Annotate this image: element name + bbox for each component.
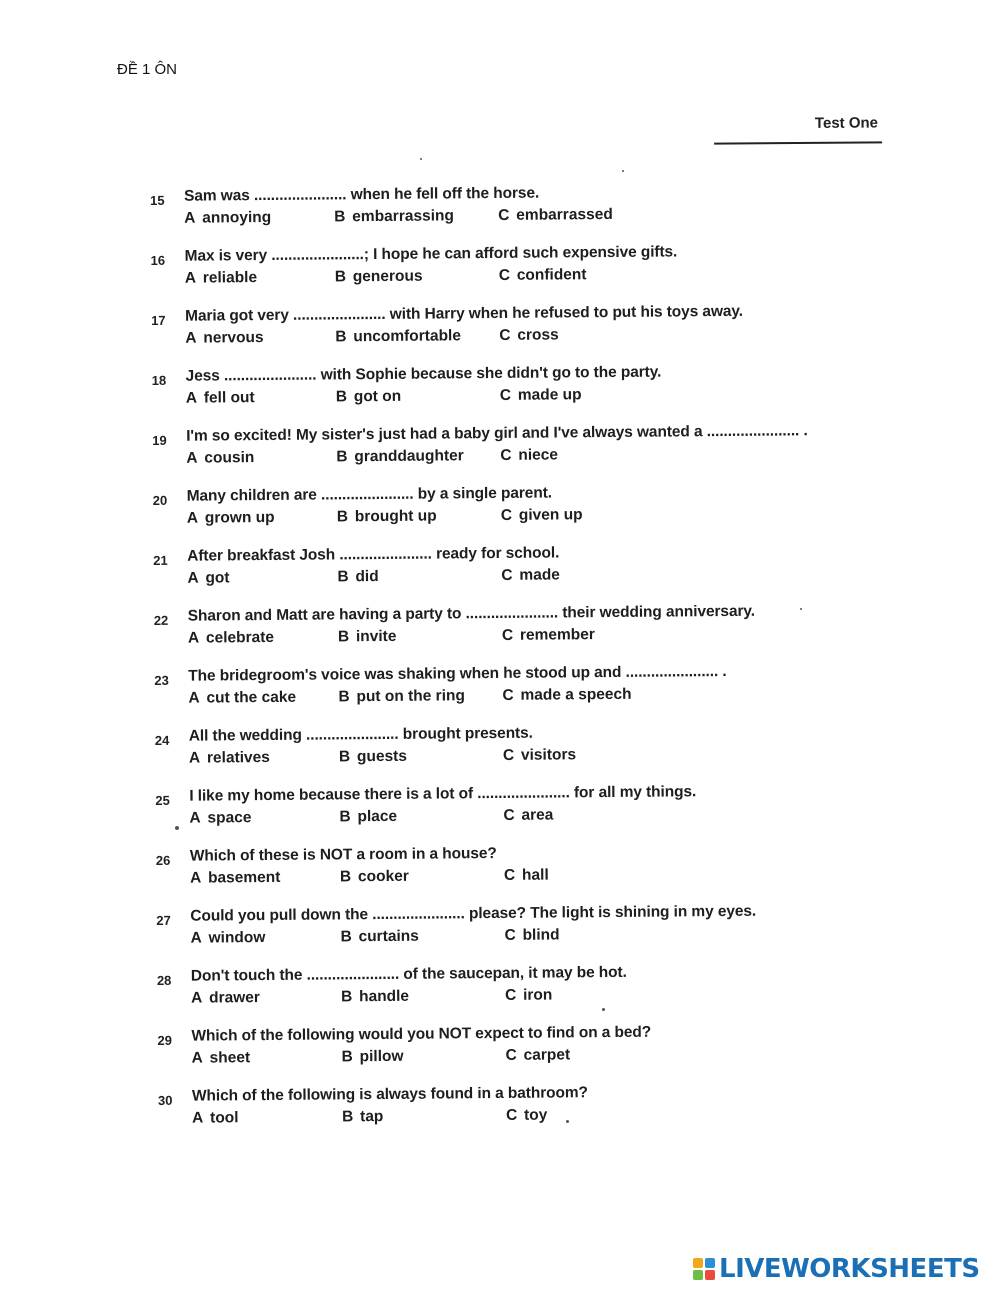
question-number: 29 bbox=[157, 1032, 172, 1048]
option-letter: B bbox=[336, 508, 349, 526]
option-text: fell out bbox=[203, 389, 255, 407]
answer-option bbox=[500, 386, 582, 405]
option-letter: C bbox=[503, 806, 515, 824]
question-item bbox=[150, 182, 850, 248]
option-text: invite bbox=[355, 627, 397, 646]
option-text: window bbox=[208, 929, 266, 947]
answer-option bbox=[337, 568, 378, 586]
answer-option bbox=[192, 1109, 239, 1127]
option-letter: C bbox=[502, 746, 515, 764]
answer-option bbox=[185, 329, 263, 348]
answer-option bbox=[190, 869, 281, 888]
option-letter: A bbox=[188, 689, 200, 707]
answer-option bbox=[336, 388, 401, 407]
question-text: The bridegroom's voice was shaking when he stood up and ...................... . bbox=[188, 662, 727, 685]
option-letter: B bbox=[338, 688, 350, 706]
option-text: given up bbox=[518, 506, 583, 524]
option-text: annoying bbox=[202, 208, 272, 227]
question-number: 24 bbox=[154, 732, 170, 748]
option-text: got on bbox=[353, 387, 402, 406]
question-number: 22 bbox=[153, 612, 169, 628]
answer-option bbox=[503, 807, 553, 825]
option-text: made bbox=[519, 566, 560, 584]
question-text: Could you pull down the ...................... please? The light is shining in my eyes. bbox=[190, 902, 757, 925]
logo-tile bbox=[705, 1258, 715, 1268]
question-number: 27 bbox=[156, 912, 171, 928]
answer-option bbox=[337, 508, 437, 527]
answer-option bbox=[185, 269, 257, 288]
option-letter: C bbox=[502, 686, 514, 704]
option-text: curtains bbox=[358, 927, 419, 946]
answer-option bbox=[334, 207, 454, 226]
liveworksheets-logo-icon bbox=[693, 1258, 715, 1280]
option-letter: A bbox=[186, 449, 198, 467]
question-number: 18 bbox=[151, 372, 167, 388]
option-text: carpet bbox=[523, 1046, 571, 1064]
answer-option bbox=[504, 926, 559, 944]
option-letter: A bbox=[189, 869, 202, 887]
option-letter: C bbox=[504, 986, 517, 1004]
answer-option bbox=[335, 327, 461, 346]
answer-option bbox=[184, 209, 271, 228]
option-letter: B bbox=[334, 208, 346, 226]
question-item bbox=[151, 242, 851, 308]
brand-name: LIVEWORKSHEETS bbox=[719, 1254, 980, 1284]
option-letter: C bbox=[500, 506, 513, 524]
question-text: Which of the following is always found in a bathroom? bbox=[191, 1084, 588, 1105]
logo-tile bbox=[705, 1270, 715, 1280]
answer-option bbox=[338, 628, 397, 647]
option-letter: A bbox=[188, 749, 201, 767]
option-letter: A bbox=[185, 389, 198, 407]
answer-option bbox=[499, 266, 587, 285]
answer-option bbox=[186, 449, 254, 468]
question-item bbox=[156, 842, 856, 908]
answer-option bbox=[188, 629, 274, 648]
answer-option bbox=[341, 988, 409, 1007]
question-item bbox=[157, 1022, 857, 1088]
option-letter: C bbox=[505, 1046, 517, 1064]
question-item bbox=[153, 482, 853, 548]
option-letter: C bbox=[506, 1106, 518, 1124]
question-item bbox=[154, 602, 854, 668]
answer-option bbox=[338, 687, 465, 706]
question-item bbox=[156, 902, 856, 968]
option-letter: A bbox=[186, 509, 199, 527]
question-text: I like my home because there is a lot of ...................... for all my things. bbox=[189, 783, 697, 805]
answer-option bbox=[188, 689, 296, 708]
question-number: 15 bbox=[150, 192, 165, 208]
answer-option bbox=[339, 748, 407, 767]
option-letter: B bbox=[337, 628, 350, 646]
option-letter: B bbox=[334, 268, 347, 286]
question-number: 30 bbox=[157, 1092, 173, 1108]
option-text: handle bbox=[358, 987, 410, 1006]
option-text: granddaughter bbox=[354, 447, 464, 466]
option-letter: B bbox=[337, 568, 349, 586]
option-text: visitors bbox=[520, 746, 577, 764]
question-number: 28 bbox=[156, 972, 172, 988]
question-number: 16 bbox=[150, 252, 166, 268]
option-letter: C bbox=[501, 626, 514, 644]
answer-option bbox=[189, 809, 251, 828]
option-text: celebrate bbox=[205, 628, 275, 647]
option-letter: B bbox=[339, 868, 352, 886]
test-header bbox=[714, 111, 882, 144]
answer-option bbox=[186, 389, 255, 408]
option-letter: C bbox=[498, 206, 510, 224]
option-text: niece bbox=[518, 446, 559, 464]
scan-speck bbox=[622, 170, 624, 172]
scan-speck bbox=[602, 1008, 605, 1011]
answer-option bbox=[190, 929, 265, 948]
question-number: 17 bbox=[151, 312, 166, 328]
question-text: All the wedding ...................... brought presents. bbox=[188, 724, 533, 745]
option-letter: C bbox=[501, 566, 513, 584]
option-letter: A bbox=[185, 329, 197, 347]
option-text: blind bbox=[522, 926, 560, 944]
question-number: 25 bbox=[155, 792, 170, 808]
option-letter: C bbox=[499, 386, 512, 404]
option-text: nervous bbox=[203, 329, 264, 347]
question-text: Which of these is NOT a room in a house? bbox=[189, 844, 497, 865]
option-text: tap bbox=[360, 1107, 384, 1126]
answer-option bbox=[501, 566, 560, 585]
option-text: made a speech bbox=[520, 685, 632, 704]
answer-option bbox=[340, 928, 418, 947]
answer-option bbox=[505, 987, 552, 1005]
option-letter: A bbox=[190, 929, 202, 947]
option-letter: A bbox=[187, 569, 199, 587]
question-number: 20 bbox=[152, 492, 168, 508]
question-text: Sam was ...................... when he fell off the horse. bbox=[183, 184, 540, 205]
option-text: place bbox=[357, 807, 398, 826]
question-text: Many children are ...................... by a single parent. bbox=[186, 484, 553, 505]
answer-option bbox=[502, 626, 595, 645]
question-text: I'm so excited! My sister's just had a baby girl and I've always wanted a ...................... . bbox=[186, 422, 808, 445]
option-letter: B bbox=[336, 448, 348, 466]
answer-option bbox=[187, 509, 275, 528]
scan-speck bbox=[175, 826, 179, 830]
option-letter: B bbox=[340, 928, 352, 946]
answer-option bbox=[503, 746, 576, 765]
question-number: 19 bbox=[152, 432, 167, 448]
option-text: cousin bbox=[204, 449, 255, 467]
question-number: 26 bbox=[155, 852, 171, 868]
question-item bbox=[158, 1082, 858, 1148]
answer-option bbox=[339, 808, 397, 827]
option-letter: A bbox=[184, 209, 196, 227]
option-text: area bbox=[521, 806, 554, 824]
answer-option bbox=[335, 268, 423, 287]
option-letter: A bbox=[190, 989, 203, 1007]
answer-option bbox=[500, 446, 558, 465]
question-text: Max is very ......................; I hope he can afford such expensive gifts. bbox=[184, 243, 678, 265]
option-text: confident bbox=[516, 266, 587, 284]
option-text: put on the ring bbox=[356, 687, 466, 706]
answer-option bbox=[336, 447, 464, 466]
option-text: basement bbox=[207, 868, 281, 887]
question-item bbox=[152, 362, 852, 428]
test-title: Test One bbox=[814, 114, 879, 132]
answer-option bbox=[504, 867, 549, 885]
option-text: pillow bbox=[359, 1047, 404, 1066]
option-text: cooker bbox=[357, 867, 409, 886]
option-text: iron bbox=[522, 986, 553, 1004]
answer-option bbox=[499, 326, 559, 345]
option-letter: C bbox=[504, 926, 516, 944]
option-letter: C bbox=[499, 326, 511, 344]
question-number: 21 bbox=[153, 552, 168, 568]
question-item bbox=[157, 962, 857, 1028]
option-letter: B bbox=[335, 388, 348, 406]
question-list bbox=[150, 182, 858, 1148]
logo-tile bbox=[693, 1258, 703, 1268]
option-letter: A bbox=[184, 269, 197, 287]
logo-tile bbox=[693, 1270, 703, 1280]
answer-option bbox=[192, 1049, 251, 1068]
question-text: Sharon and Matt are having a party to ...................... their wedding anniversary. bbox=[187, 602, 756, 625]
answer-option bbox=[189, 749, 270, 768]
option-letter: B bbox=[342, 1108, 354, 1126]
question-item bbox=[155, 782, 855, 848]
option-letter: A bbox=[191, 1049, 203, 1067]
option-text: relatives bbox=[206, 748, 270, 767]
option-letter: C bbox=[503, 866, 516, 884]
question-item bbox=[155, 722, 855, 788]
option-letter: A bbox=[192, 1109, 204, 1127]
option-text: space bbox=[207, 809, 252, 827]
question-text: Jess ...................... with Sophie because she didn't go to the party. bbox=[185, 363, 662, 385]
option-letter: B bbox=[335, 328, 347, 346]
option-text: embarrassed bbox=[516, 205, 613, 224]
scan-speck bbox=[800, 608, 802, 610]
answer-option bbox=[342, 1108, 383, 1126]
liveworksheets-brand bbox=[693, 1252, 980, 1286]
option-letter: B bbox=[341, 1048, 353, 1066]
option-text: hall bbox=[521, 866, 549, 884]
option-text: grown up bbox=[204, 508, 275, 527]
document-label: ĐỀ 1 ÔN bbox=[117, 61, 178, 78]
answer-option bbox=[498, 206, 613, 225]
option-letter: C bbox=[498, 266, 511, 284]
option-text: tool bbox=[210, 1109, 239, 1127]
question-item bbox=[154, 662, 854, 728]
option-text: uncomfortable bbox=[353, 327, 462, 346]
option-text: brought up bbox=[354, 507, 437, 526]
answer-option bbox=[506, 1046, 571, 1065]
question-item bbox=[153, 542, 853, 608]
option-text: embarrassing bbox=[352, 207, 455, 226]
question-text: Maria got very ...................... with Harry when he refused to put his toys away. bbox=[185, 302, 744, 325]
answer-option bbox=[187, 569, 229, 587]
question-text: After breakfast Josh ...................... ready for school. bbox=[187, 544, 560, 565]
option-letter: B bbox=[339, 808, 351, 826]
question-item bbox=[152, 422, 852, 488]
answer-option bbox=[501, 506, 583, 525]
scan-speck bbox=[420, 158, 422, 160]
option-text: remember bbox=[519, 626, 595, 644]
option-text: drawer bbox=[208, 989, 260, 1007]
answer-option bbox=[506, 1107, 547, 1125]
option-letter: C bbox=[500, 446, 512, 464]
question-text: Which of the following would you NOT expect to find on a bed? bbox=[191, 1023, 652, 1045]
option-letter: A bbox=[187, 629, 200, 647]
scan-speck bbox=[566, 1120, 569, 1123]
option-letter: B bbox=[340, 988, 353, 1006]
option-letter: B bbox=[338, 748, 351, 766]
answer-option bbox=[342, 1048, 404, 1067]
option-text: generous bbox=[352, 267, 423, 286]
option-text: guests bbox=[356, 747, 408, 766]
question-item bbox=[151, 302, 851, 368]
option-text: cross bbox=[517, 326, 559, 344]
option-letter: A bbox=[189, 809, 201, 827]
option-text: sheet bbox=[209, 1049, 251, 1067]
answer-option bbox=[340, 868, 409, 887]
option-text: toy bbox=[524, 1106, 548, 1124]
option-text: reliable bbox=[202, 269, 258, 287]
answer-option bbox=[191, 989, 260, 1008]
option-text: did bbox=[355, 568, 379, 586]
option-text: made up bbox=[517, 386, 582, 404]
answer-option bbox=[502, 686, 631, 705]
question-number: 23 bbox=[154, 672, 169, 688]
option-text: cut the cake bbox=[206, 688, 297, 707]
option-text: got bbox=[205, 569, 230, 587]
question-text: Don't touch the ...................... of the saucepan, it may be hot. bbox=[190, 963, 627, 985]
